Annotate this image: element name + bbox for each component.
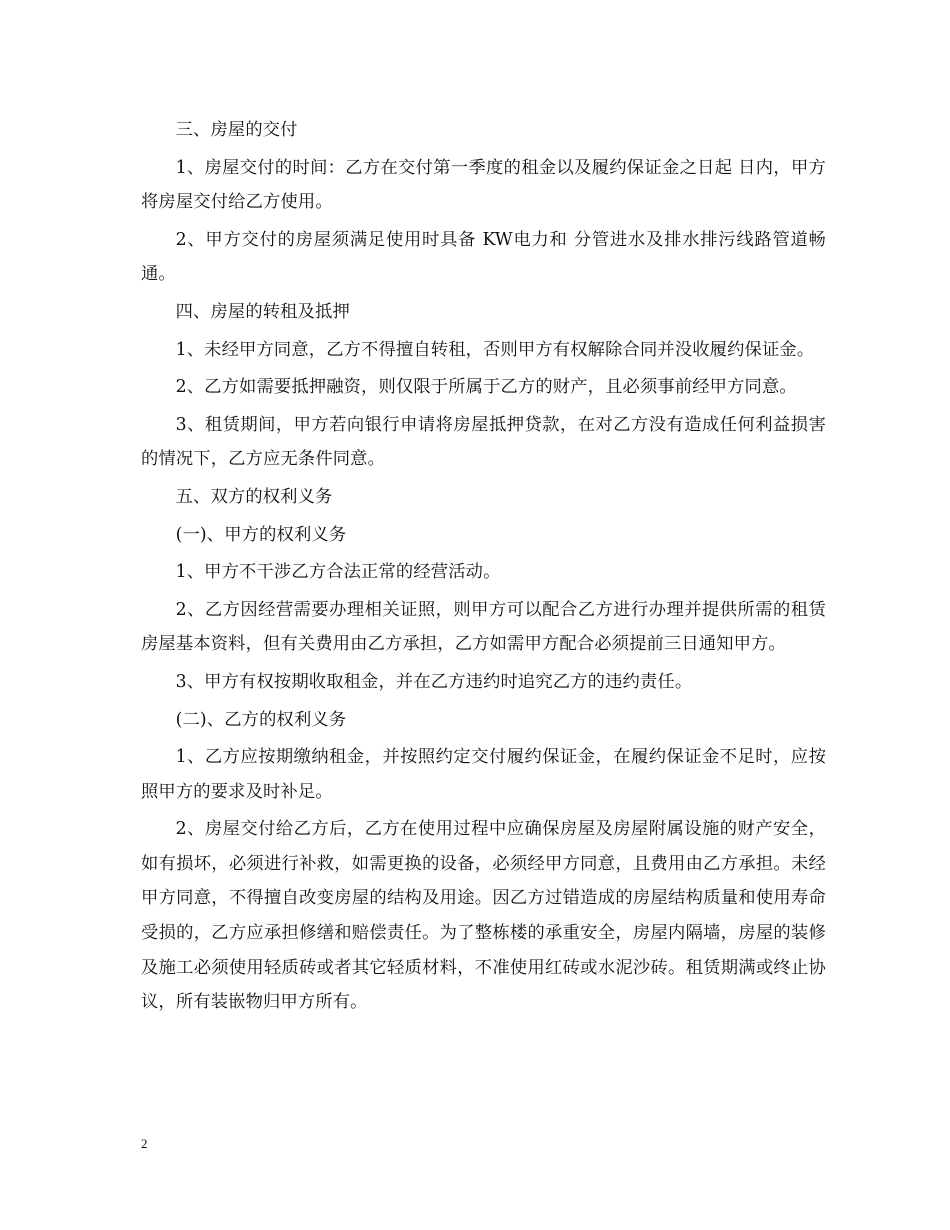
paragraph-delivery-conditions: 2、甲方交付的房屋须满足使用时具备 KW电力和 分管进水及排水排污线路管道畅通。 (141, 229, 826, 285)
paragraph-sublease: 1、未经甲方同意，乙方不得擅自转租，否则甲方有权解除合同并没收履约保证金。 (175, 339, 815, 360)
paragraph-party-b-rent-payment: 1、乙方应按期缴纳租金，并按照约定交付履约保证金，在履约保证金不足时，应按照甲方的要求及时补足。 (141, 747, 826, 802)
paragraph-party-b-property-safety: 2、房屋交付给乙方后，乙方在使用过程中应确保房屋及房屋附属设施的财产安全，如有损坏，必须进行补救，如需更换的设备，必须经甲方同意，且费用由乙方承担。未经甲方同意，不得擅自改变房屋的结构及用途。因乙方过错造成的房屋结构质量和使用寿命受损的，乙方应承担修缮和赔偿责任。为了整栋楼的承重安全，房屋内隔墙，房屋的装修及施工必须使用轻质砖或者其它轻质材料，不准使用红砖或水泥沙砖。租赁期满或终止协议，所有装嵌物归甲方所有。 (141, 819, 826, 1013)
section-heading-delivery: 三、房屋的交付 (175, 120, 298, 140)
document-body (141, 113, 826, 1023)
section-heading-rights-obligations: 五、双方的权利义务 (175, 486, 333, 507)
paragraph-party-a-noninterference: 1、甲方不干涉乙方合法正常的经营活动。 (175, 562, 501, 583)
paragraph-party-a-licenses: 2、乙方因经营需要办理相关证照，则甲方可以配合乙方进行办理并提供所需的租赁房屋基本资料，但有关费用由乙方承担，乙方如需甲方配合必须提前三日通知甲方。 (141, 599, 826, 655)
paragraph-bank-mortgage: 3、租赁期间，甲方若向银行申请将房屋抵押贷款，在对乙方没有造成任何利益损害的情况下，乙方应无条件同意。 (141, 414, 826, 470)
subsection-heading-party-b: (二)、乙方的权利义务 (175, 709, 347, 730)
paragraph-delivery-time: 1、房屋交付的时间：乙方在交付第一季度的租金以及履约保证金之日起 日内，甲方将房屋交付给乙方使用。 (141, 157, 826, 213)
page-number: 2 (141, 1136, 148, 1151)
paragraph-party-a-rent-collection: 3、甲方有权按期收取租金，并在乙方违约时追究乙方的违约责任。 (175, 671, 693, 692)
section-heading-sublease-mortgage: 四、房屋的转租及抵押 (175, 301, 350, 322)
paragraph-mortgage-financing: 2、乙方如需要抵押融资，则仅限于所属于乙方的财产，且必须事前经甲方同意。 (175, 377, 797, 398)
subsection-heading-party-a: (一)、甲方的权利义务 (175, 524, 347, 545)
